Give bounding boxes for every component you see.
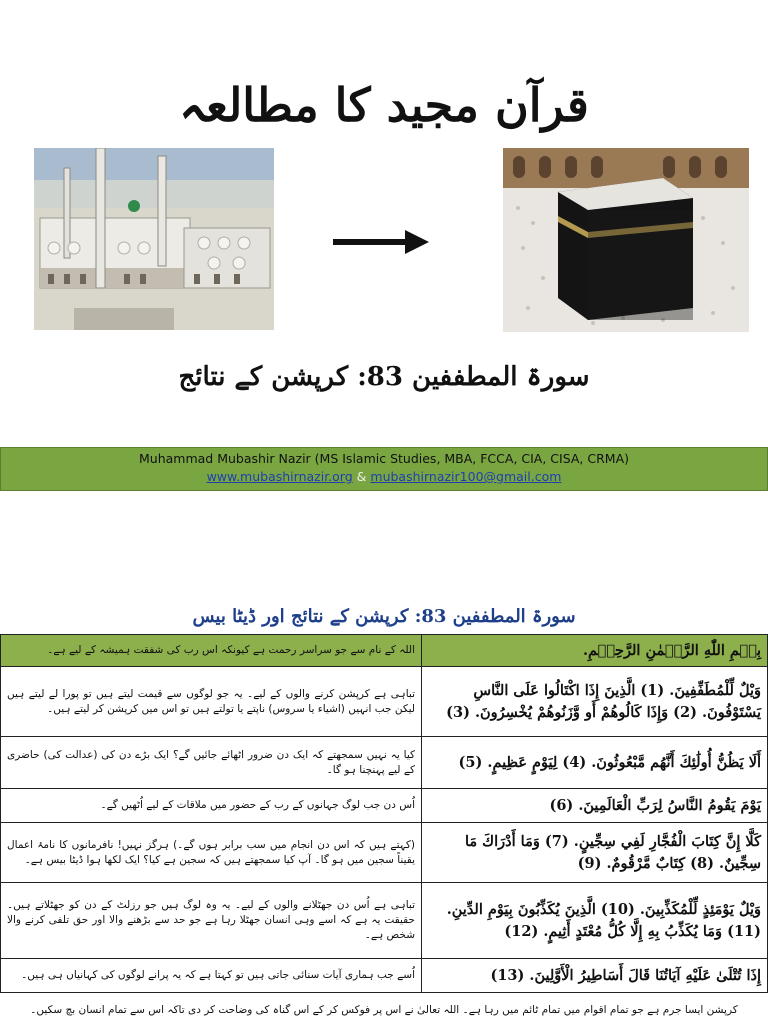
arabic-verse: بِسۡمِ اللّٰهِ الرَّحۡمٰنِ الرَّحِیۡمِ. xyxy=(422,635,768,667)
table-row xyxy=(1,823,768,883)
verses-table xyxy=(0,634,768,993)
website-link[interactable]: www.mubashirnazir.org xyxy=(206,469,353,484)
table-row xyxy=(1,667,768,737)
table-row xyxy=(1,635,768,667)
arabic-verse: وَيْلٌ يَوْمَئِذٍ لِّلْمُكَذِّبِينَ. (10) الَّذِينَ يُكَذِّبُونَ بِيَوْمِ الدِّينِ. (11) وَمَا يُكَذِّبُ بِهِ إِلَّا كُلُّ مُعْتَدٍ أَثِيمٍ. (12) xyxy=(422,883,768,959)
table-row xyxy=(1,959,768,993)
arabic-verse: يَوْمَ يَقُومُ النَّاسُ لِرَبِّ الْعَالَمِينَ. (6) xyxy=(422,789,768,823)
urdu-translation: اللہ کے نام سے جو سراسر رحمت ہے کیونکہ اس رب کی شفقت ہمیشہ کے لیے ہے۔ xyxy=(1,635,422,667)
kaaba-illustration xyxy=(503,148,749,332)
urdu-translation: تباہی ہے اُس دن جھٹلانے والوں کے لیے۔ یہ وہ لوگ ہیں جو رزلٹ کے دن کو جھٹلاتے ہیں۔ حقیقت یہ ہے کہ اسے وہی انسان جھٹلا رہا ہے جو حد سے بڑھنے والا اور حق تلفی کرنے والا شخص ہے۔ xyxy=(1,883,422,959)
arrow-right-icon xyxy=(333,230,429,254)
author-credentials: Muhammad Mubashir Nazir (MS Islamic Studies, MBA, FCCA, CIA, CISA, CRMA) xyxy=(138,451,630,466)
urdu-translation: (کہتے ہیں کہ اس دن انجام میں سب برابر ہوں گے۔) ہرگز نہیں! نافرمانوں کا نامۂ اعمال یقیناً سجین میں ہو گا۔ آپ کیا سمجھتے ہیں کہ سجین ہے کیا؟ ایک لکھا ہوا ڈیٹا بیس ہے۔ xyxy=(1,823,422,883)
section-title: سورۃ المطففین 83: کرپشن کے نتائج اور ڈیٹا بیس xyxy=(192,606,576,627)
author-links xyxy=(1,468,767,486)
arabic-verse: وَيْلٌ لِّلْمُطَفِّفِينَ. (1) الَّذِينَ إِذَا اكْتَالُوا عَلَى النَّاسِ يَسْتَوْفُونَ. (2) وَإِذَا كَالُوهُمْ أَو وَّزَنُوهُمْ يُخْسِرُونَ. (3) xyxy=(422,667,768,737)
author-banner xyxy=(0,447,768,491)
mosque-illustration xyxy=(34,148,274,330)
urdu-translation: اُسے جب ہماری آیات سنائی جاتی ہیں تو کہتا ہے کہ یہ پرانے لوگوں کی کہانیاں ہی ہیں۔ xyxy=(1,959,422,993)
footer-note: کرپشن ایسا جرم ہے جو تمام اقوام میں تمام ٹائم میں رہا ہے۔ اللہ تعالیٰ نے اس پر فوکس کر کے اس گناہ کی وضاحت کر دی تاکہ اس سے تمام انسان بچ سکیں۔ xyxy=(30,1004,738,1016)
email-link[interactable]: mubashirnazir100@gmail.com xyxy=(370,469,562,484)
table-row xyxy=(1,737,768,789)
urdu-translation: تباہی ہے کرپشن کرنے والوں کے لیے۔ یہ جو لوگوں سے قیمت لیتے ہیں تو پورا لے لیتے ہیں لیکن جب انہیں (اشیاء یا سروس) ناپتے یا تولتے ہیں تو اس میں کرپشن کر لیتے ہیں۔ xyxy=(1,667,422,737)
arabic-verse: كَلَّا إِنَّ كِتَابَ الْفُجَّارِ لَفِي سِجِّينٍ. (7) وَمَا أَدْرَاكَ مَا سِجِّينٌ. (8) كِتَابٌ مَّرْقُومٌ. (9) xyxy=(422,823,768,883)
arabic-verse: أَلَا يَظُنُّ أُولَٰئِكَ أَنَّهُم مَّبْعُوثُونَ. (4) لِيَوْمٍ عَظِيمٍ. (5) xyxy=(422,737,768,789)
mosque-photo xyxy=(34,148,274,330)
link-separator: & xyxy=(356,469,367,484)
surah-title: سورۃ المطففین 83: کرپشن کے نتائج xyxy=(178,362,590,392)
table-row xyxy=(1,789,768,823)
kaaba-photo xyxy=(503,148,749,332)
arabic-verse: إِذَا تُتْلَىٰ عَلَيْهِ آيَاتُنَا قَالَ أَسَاطِيرُ الْأَوَّلِينَ. (13) xyxy=(422,959,768,993)
urdu-translation: اُس دن جب لوگ جہانوں کے رب کے حضور میں ملاقات کے لیے اُٹھیں گے۔ xyxy=(1,789,422,823)
page-title: قرآن مجید کا مطالعہ xyxy=(179,78,589,132)
table-row xyxy=(1,883,768,959)
urdu-translation: کیا یہ نہیں سمجھتے کہ ایک دن ضرور اٹھائے جائیں گے؟ ایک بڑے دن کی (عدالت کی) حاضری کے لیے پہنچنا ہو گا۔ xyxy=(1,737,422,789)
